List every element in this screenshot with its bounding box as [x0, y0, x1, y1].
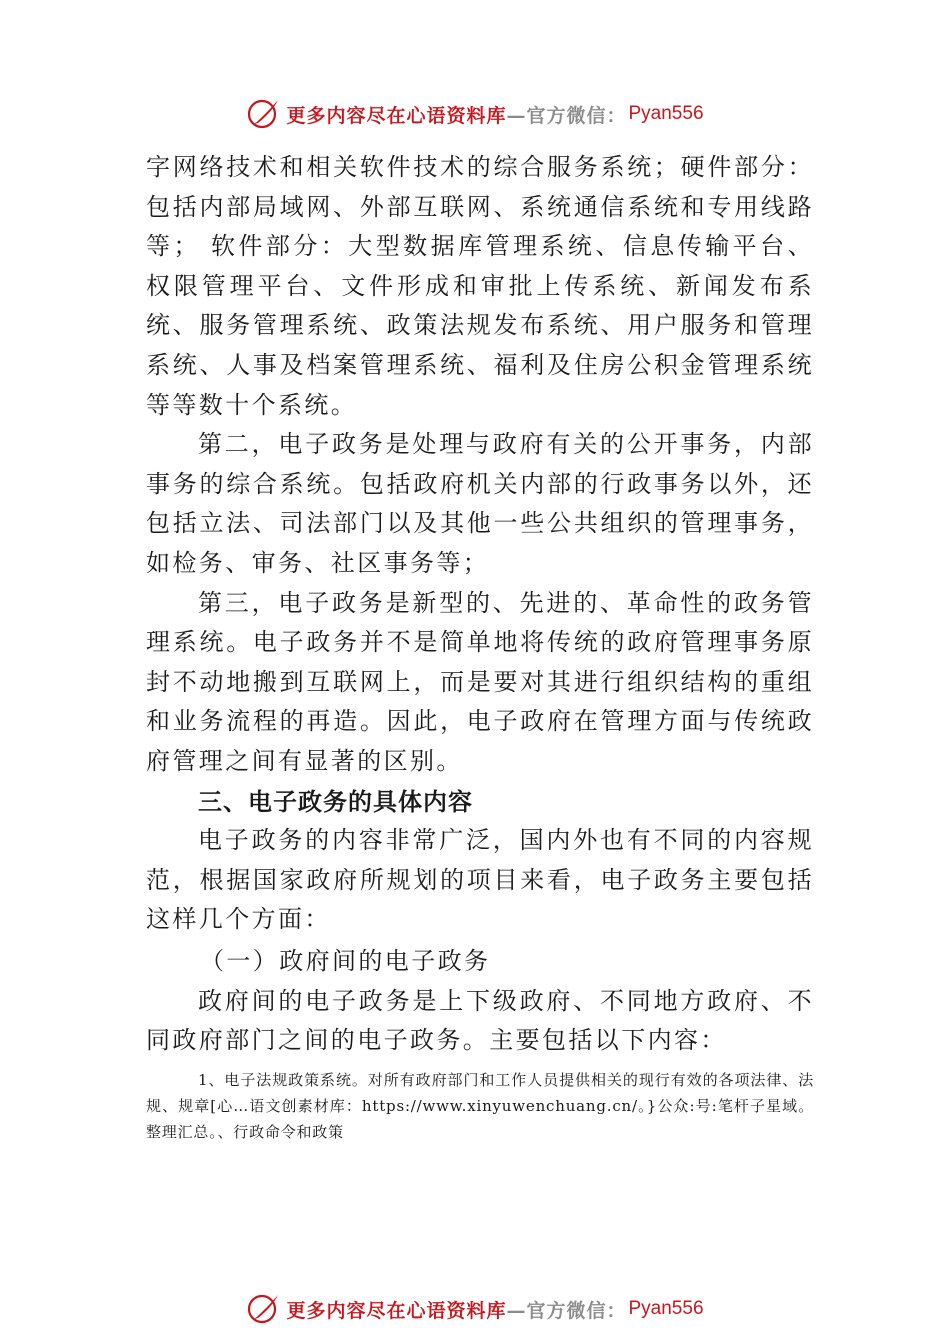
footer-banner: [0, 1289, 950, 1329]
section-heading: 三、电子政务的具体内容: [198, 786, 473, 816]
paragraph-4: 电子政务的内容非常广泛，国内外也有不同的内容规范，根据国家政府所规划的项目来看，电子政务主要包括这样几个方面：: [146, 826, 814, 934]
paragraph-5: 政府间的电子政务是上下级政府、不同地方政府、不同政府部门之间的电子政务。主要包括以下内容：: [146, 986, 814, 1055]
banner-separator-text: —官方微信：: [506, 104, 627, 127]
document-body: [146, 148, 814, 1145]
subsection-heading: （一）政府间的电子政务: [200, 946, 491, 975]
banner-wechat-id: Pyan556: [628, 1298, 704, 1319]
footnote-text: 1、电子法规政策系统。对所有政府部门和工作人员提供相关的现行有效的各项法律、法规、规章[心…语文创素材库：https://www.xinyuwenchuang.cn/。}公众:号:笔杆子星域。整理汇总。、行政命令和政策: [146, 1071, 814, 1142]
paragraph-1: 字网络技术和相关软件技术的综合服务系统；硬件部分：包括内部局域网、外部互联网、系统通信系统和专用线路等； 软件部分：大型数据库管理系统、信息传输平台、权限管理平台、文件形成和审批上传系统、新闻发布系统、服务管理系统、政策法规发布系统、用户服务和管理系统、人事及档案管理系统、福利及住房公积金管理系统等等数十个系统。: [146, 153, 814, 419]
banner-main-text: 更多内容尽在心语资料库: [286, 104, 507, 127]
banner-wechat-id: Pyan556: [628, 103, 704, 124]
paragraph-3: 第三，电子政务是新型的、先进的、革命性的政务管理系统。电子政务并不是简单地将传统的政府管理事务原封不动地搬到互联网上，而是要对其进行组织结构的重组和业务流程的再造。因此，电子政府在管理方面与传统政府管理之间有显著的区别。: [146, 588, 814, 775]
paragraph-2: 第二，电子政务是处理与政府有关的公开事务，内部事务的综合系统。包括政府机关内部的行政事务以外，还包括立法、司法部门以及其他一些公共组织的管理事务，如检务、审务、社区事务等；: [146, 430, 814, 577]
banner-main-text: 更多内容尽在心语资料库: [286, 1299, 507, 1322]
banner-separator-text: —官方微信：: [506, 1299, 627, 1322]
header-banner: [0, 94, 950, 134]
quill-logo-icon: [246, 1291, 282, 1327]
quill-logo-icon: [246, 96, 282, 132]
